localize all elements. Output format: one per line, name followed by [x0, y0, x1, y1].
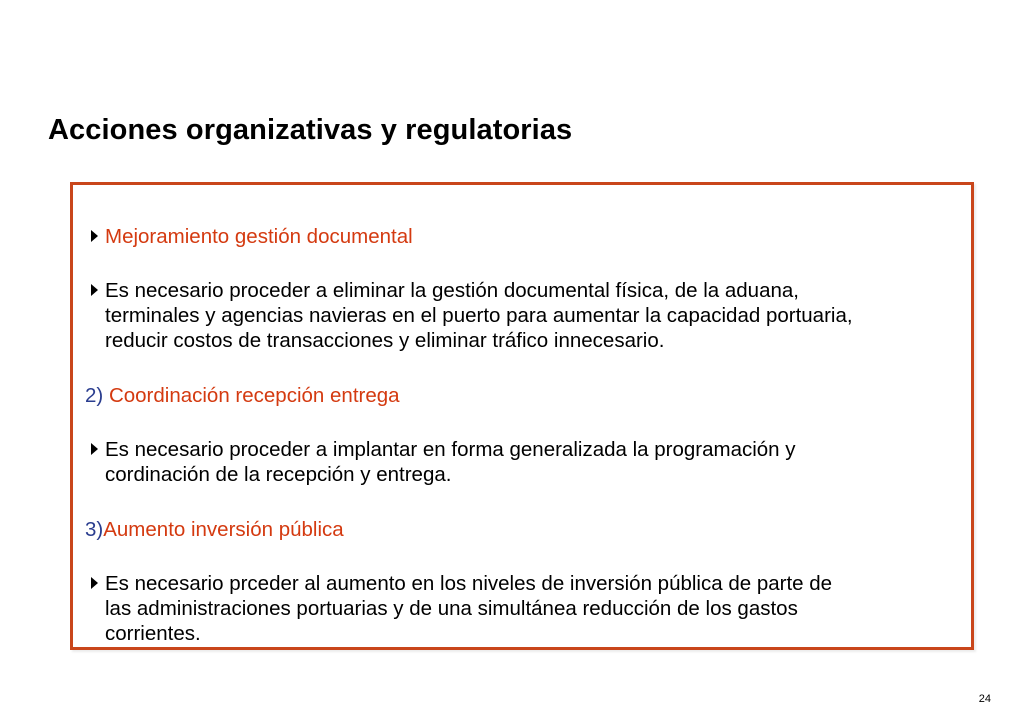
section-3-body-line-1: [91, 571, 832, 596]
section-3-heading-row: [85, 517, 344, 542]
content-frame: [70, 182, 974, 650]
page-number: 24: [978, 693, 991, 705]
section-1-body-line-2: terminales y agencias navieras en el puerto para aumentar la capacidad portuaria,: [105, 304, 853, 327]
section-3-number: 3): [85, 518, 104, 541]
page-title: Acciones organizativas y regulatorias: [48, 114, 573, 146]
section-3-body-line-2: las administraciones portuarias y de una simultánea reducción de los gastos: [105, 597, 798, 620]
section-2-heading: Coordinación recepción entrega: [108, 384, 400, 407]
section-2-body-line-1: [91, 437, 796, 462]
body-text: Es necesario prceder al aumento en los niveles de inversión pública de parte de: [105, 572, 833, 595]
section-1-heading: Mejoramiento gestión documental: [105, 225, 413, 248]
section-2-heading-row: [85, 383, 400, 408]
section-2-body-line-2: cordinación de la recepción y entrega.: [105, 463, 452, 486]
bullet-arrow-icon: [91, 443, 98, 455]
bullet-arrow-icon: [91, 577, 98, 589]
section-2-number: 2): [85, 384, 104, 407]
section-3-heading: Aumento inversión pública: [103, 518, 344, 541]
body-text: Es necesario proceder a eliminar la gestión documental física, de la aduana,: [105, 279, 799, 302]
section-1-heading-row: [91, 224, 413, 249]
bullet-arrow-icon: [91, 230, 98, 242]
section-3-body-line-3: corrientes.: [105, 622, 201, 645]
body-text: Es necesario proceder a implantar en forma generalizada la programación y: [105, 438, 796, 461]
bullet-arrow-icon: [91, 284, 98, 296]
section-1-body-line-1: [91, 278, 799, 303]
section-1-body-line-3: reducir costos de transacciones y eliminar tráfico innecesario.: [105, 329, 665, 352]
